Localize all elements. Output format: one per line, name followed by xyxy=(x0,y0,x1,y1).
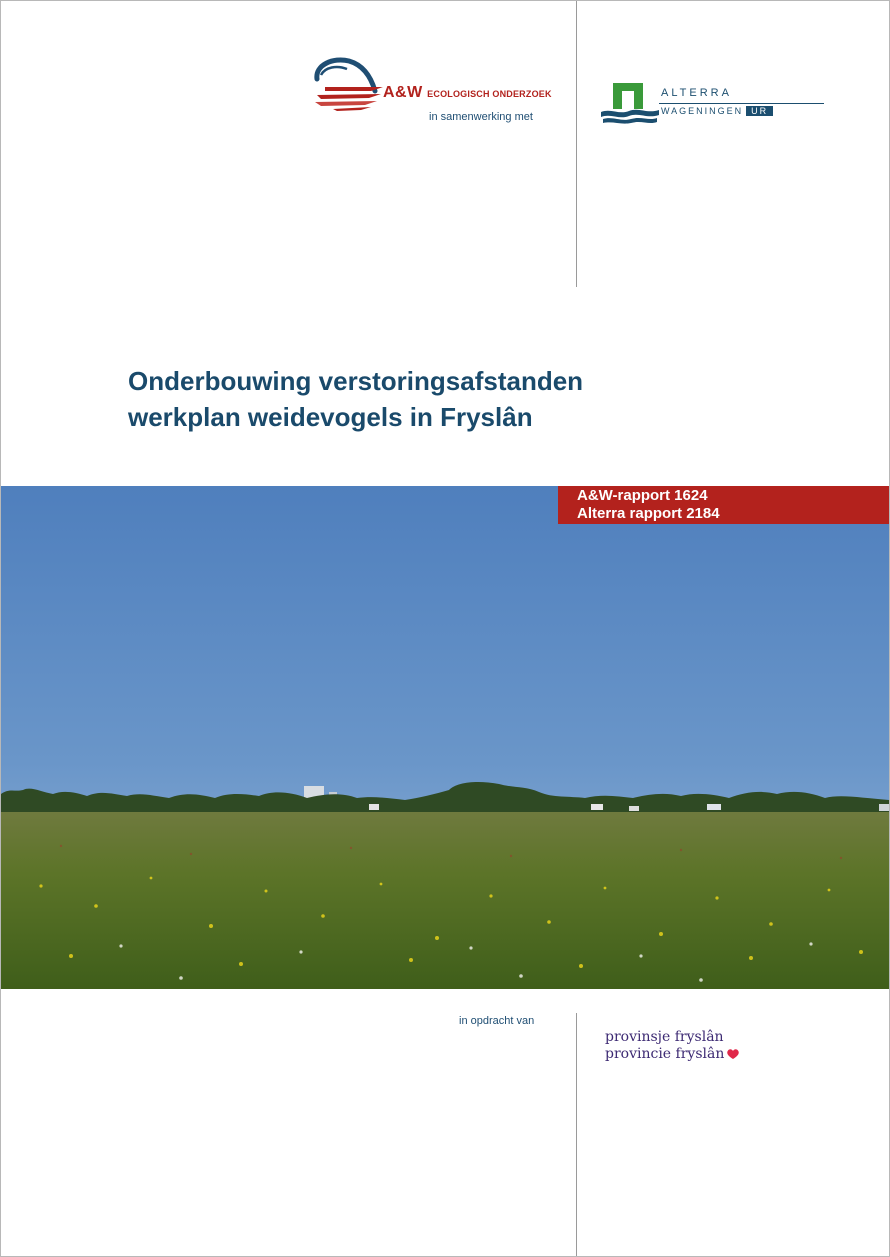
aw-report-number: A&W-rapport 1624 xyxy=(577,487,708,504)
alterra-name: ALTERRA xyxy=(661,87,732,99)
report-title xyxy=(128,363,748,435)
wageningen-name xyxy=(661,106,773,116)
alterra-report-number: Alterra rapport 2184 xyxy=(577,505,720,522)
aw-logo xyxy=(311,57,551,127)
aw-brand-name xyxy=(383,84,552,102)
report-number-box xyxy=(558,486,889,524)
aw-subtext: in samenwerking met xyxy=(429,111,533,123)
title-line-1: Onderbouwing verstoringsafstanden xyxy=(128,366,584,396)
province-name-dutch-row xyxy=(605,1046,740,1063)
province-logo xyxy=(605,1029,740,1063)
title-line-2: werkplan weidevogels in Fryslân xyxy=(128,402,533,432)
wageningen-text: WAGENINGEN xyxy=(661,106,744,116)
alterra-divider xyxy=(659,103,824,104)
divider-top xyxy=(576,1,577,287)
aw-brand: A&W xyxy=(383,84,423,101)
alterra-gate-icon xyxy=(601,81,659,125)
meadow-photo xyxy=(1,486,889,989)
province-name-dutch: provincie fryslân xyxy=(605,1046,725,1062)
ur-badge: UR xyxy=(746,106,773,116)
divider-bottom xyxy=(576,1013,577,1256)
aw-swoosh-icon xyxy=(311,57,391,112)
alterra-logo xyxy=(601,81,841,129)
commissioned-by-label: in opdracht van xyxy=(459,1015,535,1027)
heart-icon xyxy=(726,1048,740,1060)
meadow-photo-image xyxy=(1,486,889,989)
aw-tagline: ECOLOGISCH ONDERZOEK xyxy=(427,89,552,99)
province-name-frisian: provinsje fryslân xyxy=(605,1029,724,1045)
